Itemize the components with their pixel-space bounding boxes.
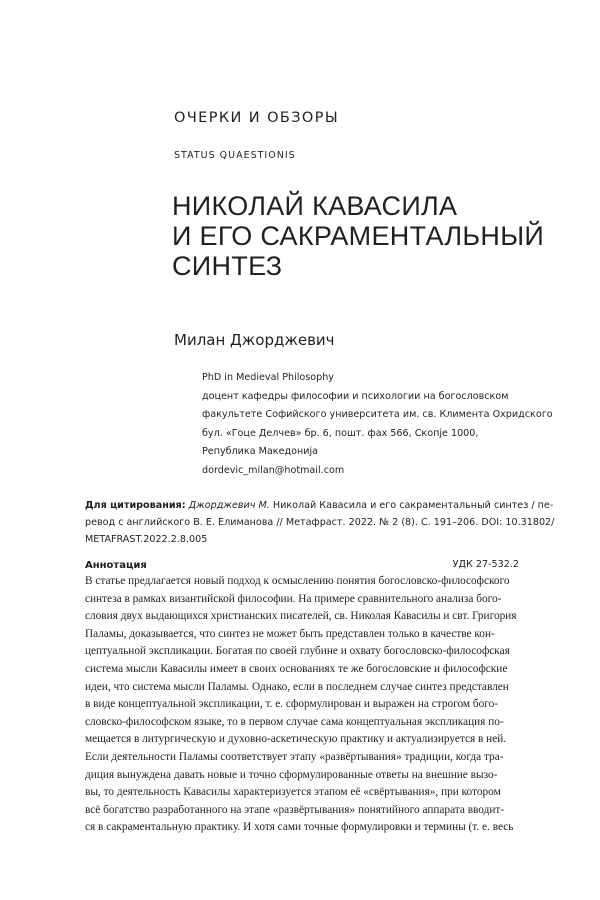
abstract-line: словско-философском языке, то в первом случае сама концептуальная экспликация по- [85, 715, 504, 728]
abstract-header [85, 557, 519, 574]
affiliation-country: Република Македонија [202, 446, 319, 457]
abstract-line: цептуальной экспликации. Богатая по своей глубине и охвату богословско-философская [85, 645, 510, 658]
citation-label: Для цитирования: [85, 500, 186, 511]
citation-author: Джорджевич М. [188, 500, 270, 511]
author-affiliation [202, 369, 553, 480]
citation-line: ревод с английского В. Е. Елиманова // Метафраст. 2022. № 2 (8). С. 191–206. DOI: 10.31802/ [85, 517, 555, 528]
section-label: ОЧЕРКИ И ОБЗОРЫ [174, 110, 340, 126]
affiliation-line: доцент кафедры философии и психологии на богословском [202, 390, 509, 402]
abstract-line: всё богатство разработанного на этапе «развёртывания» понятийного аппарата вводит- [85, 803, 505, 816]
citation-block [85, 497, 555, 548]
abstract-line: Паламы, доказывается, что синтез не может быть представлен только в качестве кон- [85, 627, 495, 640]
title-line: НИКОЛАЙ КАВАСИЛА [172, 191, 458, 221]
author-email: dordevic_milan@hotmail.com [202, 464, 345, 476]
abstract-label: Аннотация [85, 560, 147, 571]
abstract-line: В статье предлагается новый подход к осмыслению понятия богословско-философского [85, 575, 510, 587]
abstract-line: система мысли Кавасилы имеет в своих основаниях те же богословские и философские [85, 662, 508, 675]
affiliation-line: факультете Софийского университета им. св. Климента Охридского [202, 409, 553, 420]
abstract-line: мещается в литургическую и духовно-аскетическую практику и актуализируется в ней. [85, 733, 507, 746]
affiliation-address: бул. «Гоце Делчев» бр. 6, пошт. фах 566, Скопје 1000, [202, 427, 479, 439]
title-line: И ЕГО САКРАМЕНТАЛЬНЫЙ [172, 221, 545, 251]
citation-line [85, 497, 554, 514]
citation-text: Николай Кавасила и его сакраментальный синтез / пе- [269, 500, 554, 511]
abstract-line: вы, то деятельность Кавасилы характеризуется этапом её «свёртывания», при котором [85, 786, 501, 799]
subsection-label: STATUS QUAESTIONIS [174, 150, 296, 161]
abstract-line: в виде концептуальной экспликации, т. е. сформулирован и выражен на строгом бого- [85, 698, 499, 711]
abstract-line: идеи, что система мысли Паламы. Однако, если в последнем случае синтез представлен [85, 680, 509, 693]
affiliation-degree: PhD in Medieval Philosophy [202, 372, 334, 383]
abstract-text [85, 573, 519, 837]
udk-code: УДК 27-532.2 [452, 559, 519, 570]
article-title [172, 191, 572, 281]
author-name: Милан Джорджевич [174, 331, 335, 349]
title-line: СИНТЕЗ [172, 251, 283, 281]
abstract-line: ся в сакраментальную практику. И хотя сами точные формулировки и термины (т. е. весь [85, 821, 514, 834]
abstract-line: синтеза в рамках византийской философии. На примере сравнительного анализа бого- [85, 592, 502, 605]
abstract-line: диция вынуждена давать новые и точно сформулированные ответы на внешние вызо- [85, 768, 498, 781]
citation-doi: METAFRAST.2022.2.8.005 [85, 534, 208, 545]
abstract-line: Если деятельности Паламы соответствует этапу «развёртывания» традиции, когда тра- [85, 750, 504, 763]
abstract-line: словия двух выдающихся христианских писателей, св. Николая Кавасилы и свт. Григория [85, 610, 517, 623]
